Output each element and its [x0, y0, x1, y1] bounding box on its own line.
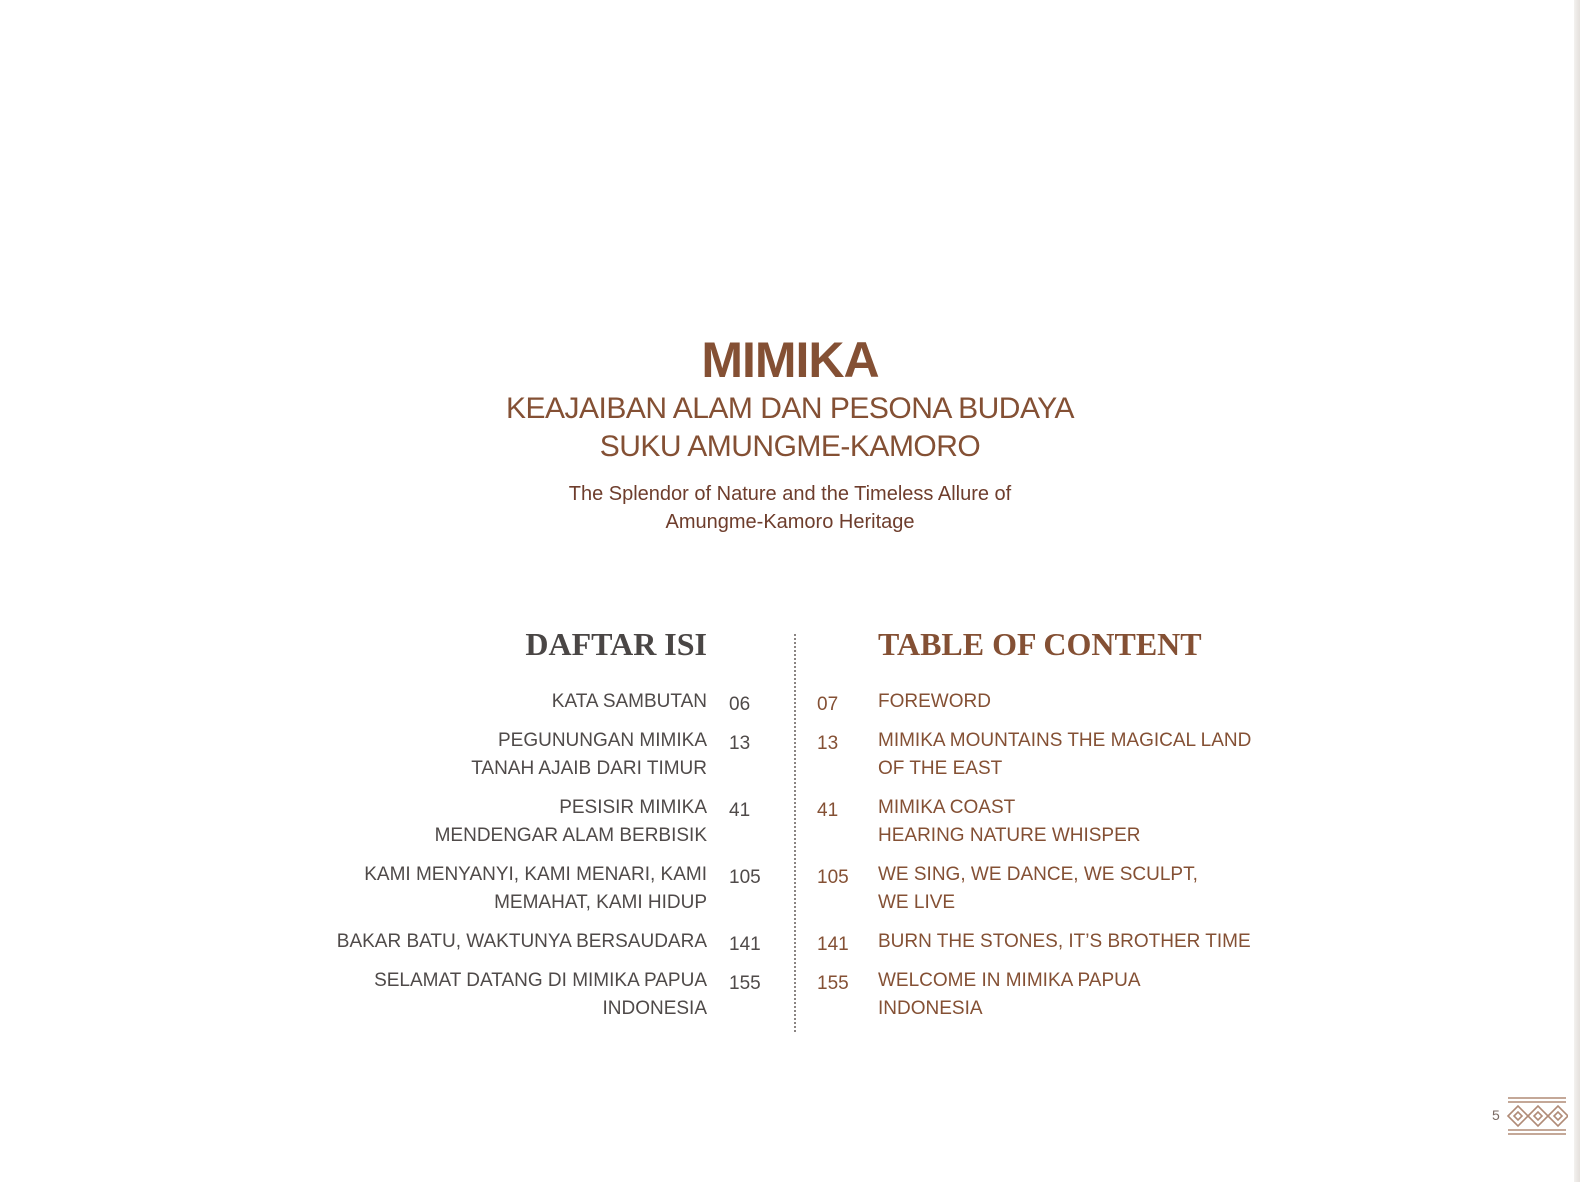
toc-entry-line: BAKAR BATU, WAKTUNYA BERSAUDARA: [336, 931, 707, 952]
toc-entry-title: [364, 861, 707, 917]
toc-entry[interactable]: [283, 688, 763, 716]
toc-entry-title: [878, 861, 1198, 917]
tribal-pattern-icon: [1506, 1094, 1568, 1138]
dotted-divider: [794, 634, 796, 1032]
toc-entry[interactable]: [283, 794, 763, 850]
toc-entry-title: [471, 727, 707, 783]
toc-entry-page-number: 105: [729, 867, 761, 888]
toc-entry-page-number: 141: [729, 934, 761, 955]
toc-entry-page-number: 41: [729, 800, 751, 821]
toc-heading-indonesian: DAFTAR ISI: [525, 626, 707, 662]
toc-entry-page-number: 155: [729, 973, 761, 994]
toc-entry-line: WE SING, WE DANCE, WE SCULPT,: [878, 864, 1198, 885]
toc-entry[interactable]: [283, 861, 763, 917]
toc-entry[interactable]: [815, 928, 1295, 956]
toc-entry-title: [435, 794, 707, 850]
toc-entry-title: [878, 928, 1251, 956]
tagline-line-1: The Splendor of Nature and the Timeless Allure of: [568, 483, 1012, 505]
toc-entry-title: [552, 688, 707, 716]
toc-entry-line: TANAH AJAIB DARI TIMUR: [471, 758, 707, 779]
toc-entry[interactable]: [815, 861, 1295, 917]
toc-entry[interactable]: [815, 727, 1295, 783]
subtitle-line-2: SUKU AMUNGME-KAMORO: [599, 430, 981, 463]
page-edge: [1574, 0, 1580, 1182]
toc-entry-page-number: 07: [817, 694, 839, 715]
toc-entry[interactable]: [283, 727, 763, 783]
toc-entry-page-number: 105: [817, 867, 849, 888]
toc-entry-title: [878, 794, 1141, 850]
toc-entry-line: PESISIR MIMIKA: [559, 797, 707, 818]
toc-list-english: [815, 688, 1295, 1034]
title-block: [0, 330, 1580, 536]
toc-entry-line: HEARING NATURE WHISPER: [878, 825, 1141, 846]
toc-entry-title: [878, 727, 1251, 783]
toc-entry-title: [878, 967, 1141, 1023]
toc-entry-page-number: 155: [817, 973, 849, 994]
toc-entry-line: FOREWORD: [878, 691, 991, 712]
tagline-line-2: Amungme-Kamoro Heritage: [665, 511, 915, 533]
toc-entry-page-number: 141: [817, 934, 849, 955]
toc-entry-line: KATA SAMBUTAN: [551, 691, 707, 712]
toc-entry-line: WE LIVE: [878, 892, 956, 913]
toc-entry-line: WELCOME IN MIMIKA PAPUA: [878, 970, 1141, 991]
toc-entry-line: MIMIKA COAST: [878, 797, 1016, 818]
toc-entry-line: MIMIKA MOUNTAINS THE MAGICAL LAND: [878, 730, 1252, 751]
subtitle-line-1: KEAJAIBAN ALAM DAN PESONA BUDAYA: [505, 392, 1075, 425]
toc-entry-page-number: 41: [817, 800, 839, 821]
toc-entry-page-number: 13: [817, 733, 839, 754]
page-title: MIMIKA: [701, 332, 879, 388]
toc-entry-line: OF THE EAST: [878, 758, 1003, 779]
toc-entry-line: INDONESIA: [602, 998, 707, 1019]
toc-entry-line: INDONESIA: [878, 998, 983, 1019]
toc-entry[interactable]: [283, 967, 763, 1023]
toc-heading-english: TABLE OF CONTENT: [878, 626, 1202, 662]
toc-entry[interactable]: [815, 794, 1295, 850]
toc-entry-page-number: 06: [729, 694, 751, 715]
toc-entry[interactable]: [815, 967, 1295, 1023]
toc-entry-line: MENDENGAR ALAM BERBISIK: [434, 825, 707, 846]
toc-list-indonesian: [283, 688, 763, 1034]
toc-entry-line: BURN THE STONES, IT’S BROTHER TIME: [878, 931, 1251, 952]
toc-entry-line: MEMAHAT, KAMI HIDUP: [494, 892, 707, 913]
toc-entry-title: [337, 928, 707, 956]
toc-entry-title: [878, 688, 991, 716]
toc-entry[interactable]: [283, 928, 763, 956]
toc-entry-title: [374, 967, 707, 1023]
toc-entry-line: PEGUNUNGAN MIMIKA: [497, 730, 707, 751]
toc-entry-line: KAMI MENYANYI, KAMI MENARI, KAMI: [364, 864, 707, 885]
toc-entry[interactable]: [815, 688, 1295, 716]
toc-entry-page-number: 13: [729, 733, 751, 754]
toc-entry-line: SELAMAT DATANG DI MIMIKA PAPUA: [374, 970, 707, 991]
page-number: 5: [1492, 1107, 1500, 1123]
